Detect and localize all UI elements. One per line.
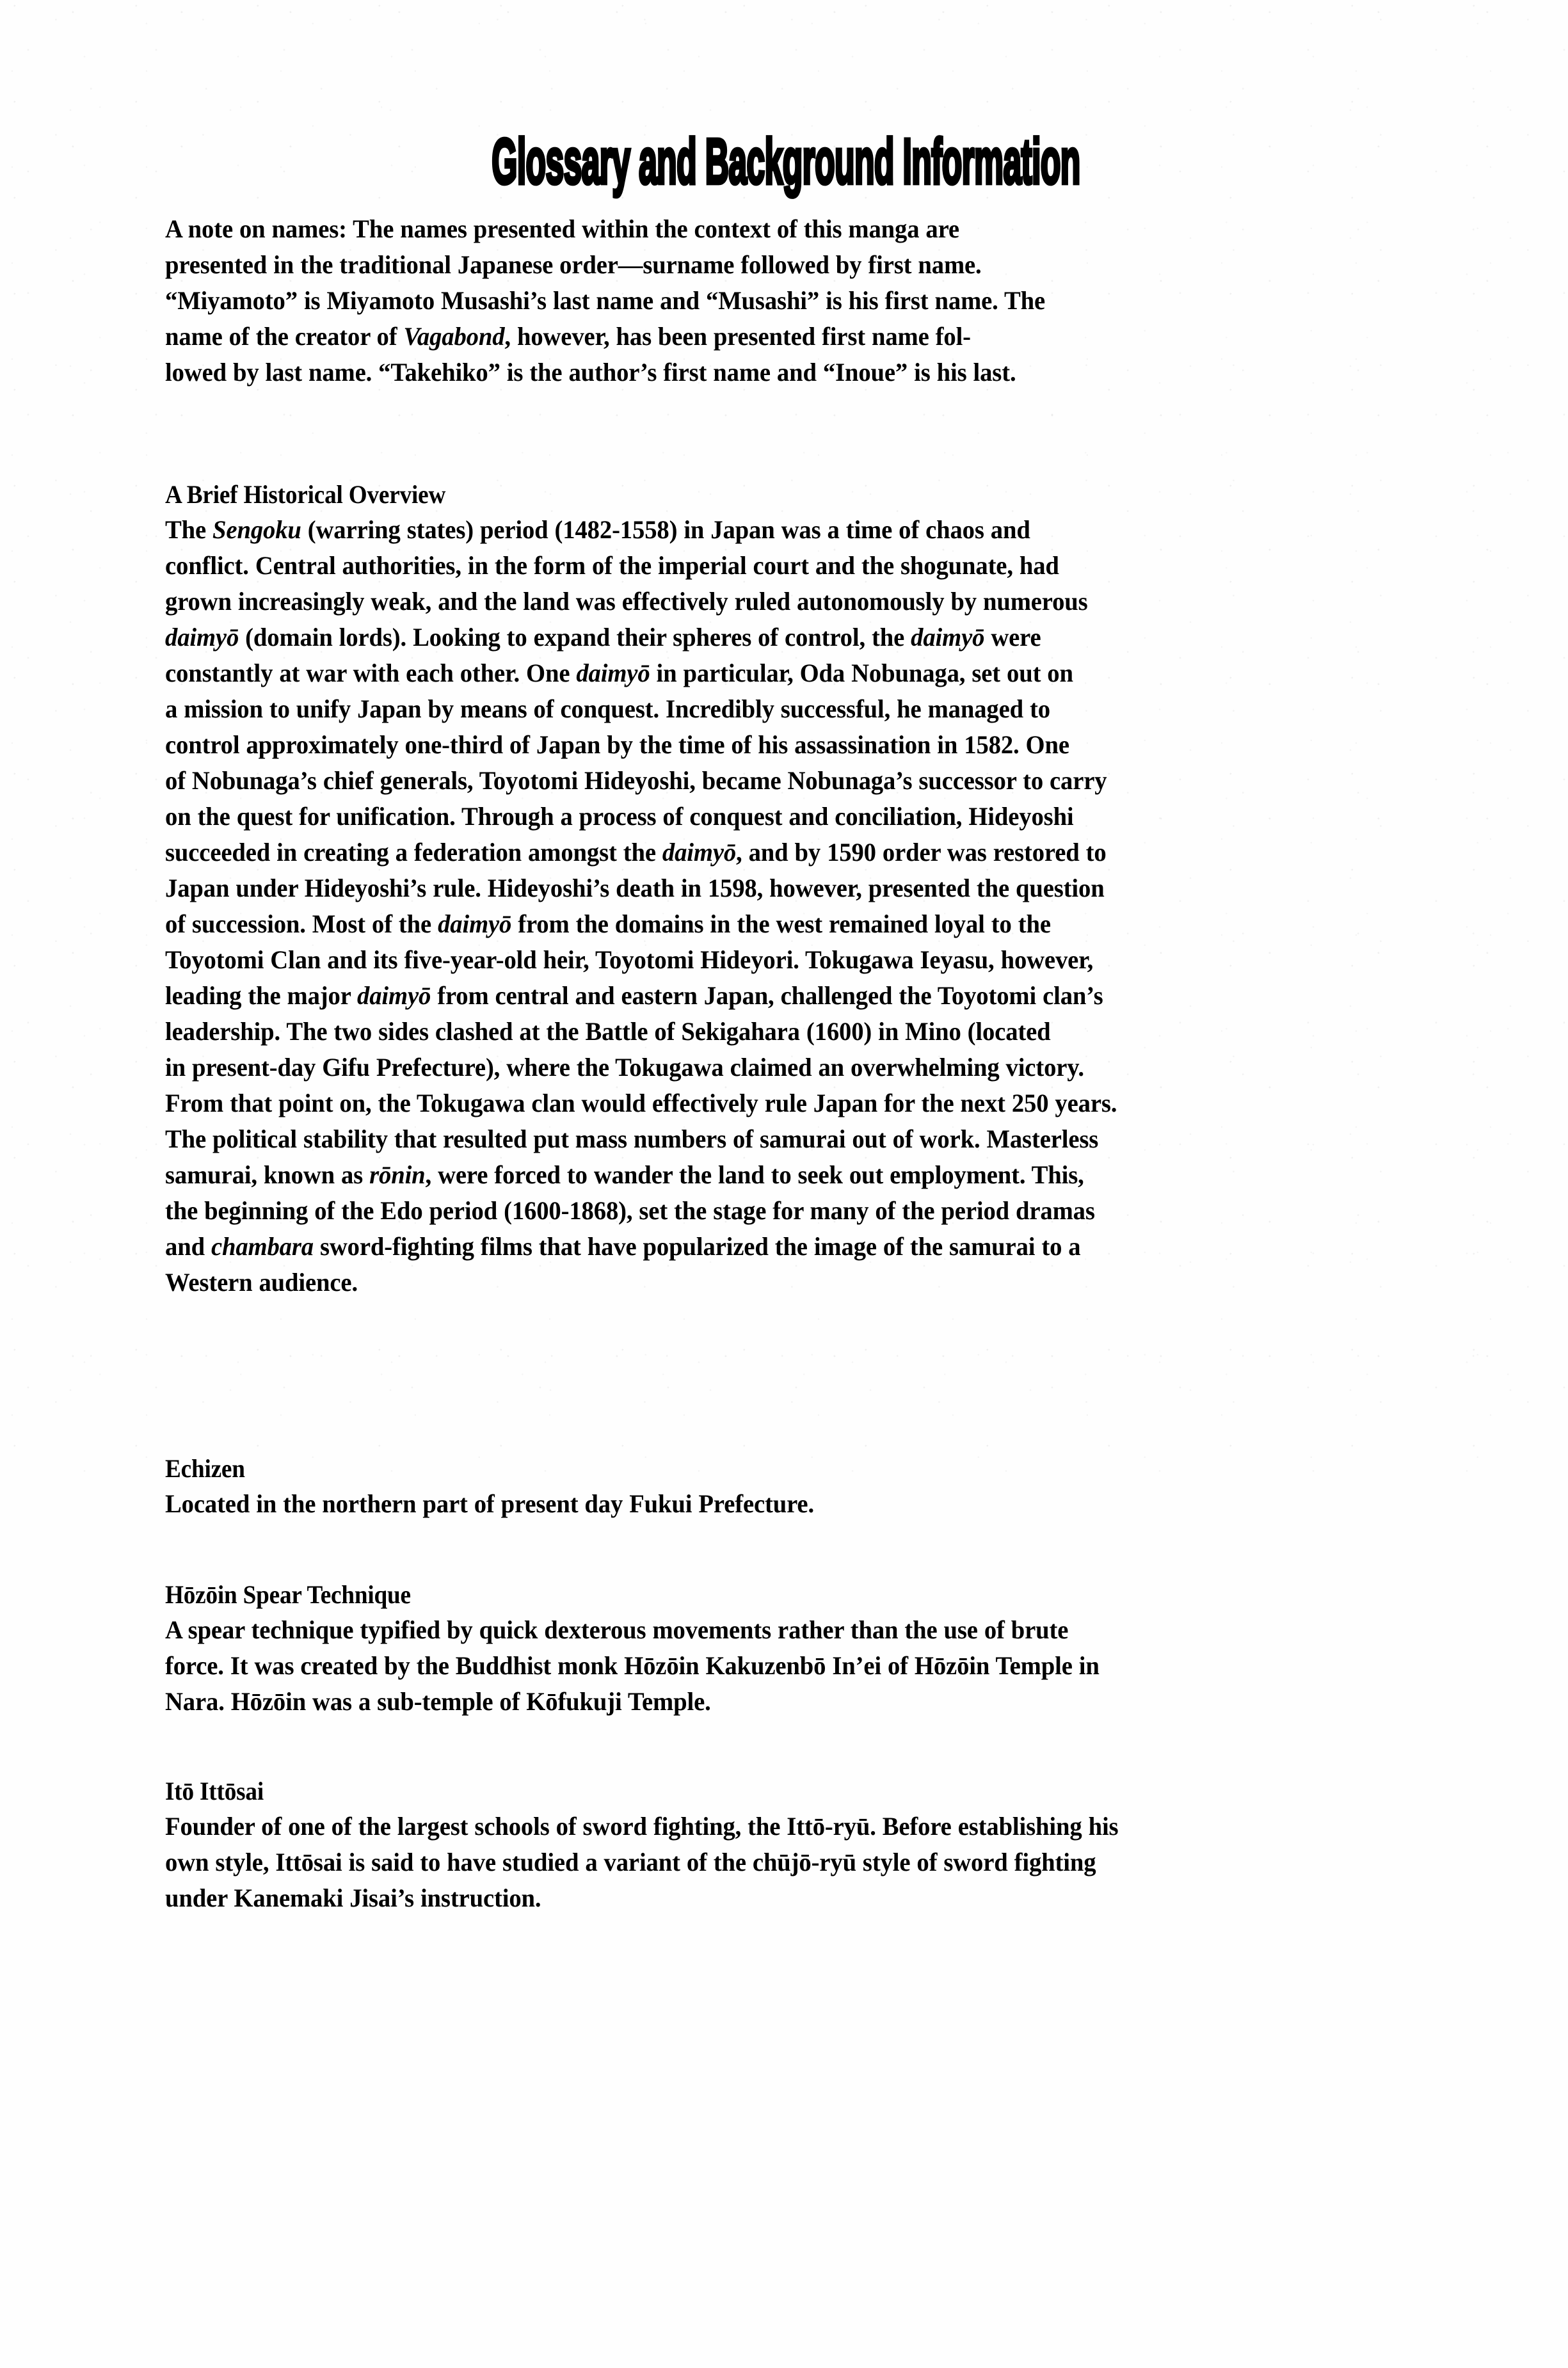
hist-line-20: the beginning of the Edo period (1600-1868), set the stage for many of the period dramas	[165, 1196, 1095, 1225]
hist-line-13: Toyotomi Clan and its five-year-old heir, Toyotomi Hideyori. Tokugawa Ieyasu, however,	[165, 945, 1094, 974]
italic-daimyo-3: daimyō	[576, 659, 650, 687]
italic-daimyo-5: daimyō	[438, 909, 512, 938]
note-line-1	[165, 211, 1045, 247]
ito-line-1: Founder of one of the largest schools of sword fighting, the Ittō-ryū. Before establishing his	[165, 1812, 1119, 1841]
hist-line-4: daimyō (domain lords). Looking to expand their spheres of control, the daimyō were	[165, 623, 1041, 652]
hist-line-21: and chambara sword-fighting films that have popularized the image of the samurai to a	[165, 1232, 1081, 1261]
hist-line-17: From that point on, the Tokugawa clan would effectively rule Japan for the next 250 years.	[165, 1089, 1117, 1117]
italic-daimyo-6: daimyō	[357, 981, 431, 1010]
ito-line-3: under Kanemaki Jisai’s instruction.	[165, 1884, 541, 1912]
section-note-on-names	[165, 211, 1045, 390]
note-line-5: lowed by last name. “Takehiko” is the author’s first name and “Inoue” is his last.	[165, 358, 1016, 387]
italic-vagabond: Vagabond	[403, 322, 505, 351]
hozoin-line-2: force. It was created by the Buddhist monk Hōzōin Kakuzenbō In’ei of Hōzōin Temple in	[165, 1651, 1100, 1680]
section-heading-ito-ittosai: Itō Ittōsai	[165, 1777, 264, 1805]
hist-line-10: succeeded in creating a federation amongst the daimyō, and by 1590 order was restored to	[165, 838, 1107, 867]
ito-line-2: own style, Ittōsai is said to have studied a variant of the chūjō-ryū style of sword fighting	[165, 1848, 1096, 1876]
hist-line-19: samurai, known as rōnin, were forced to wander the land to seek out employment. This,	[165, 1160, 1084, 1189]
hist-line-8: of Nobunaga’s chief generals, Toyotomi Hideyoshi, became Nobunaga’s successor to carry	[165, 766, 1107, 795]
italic-sengoku: Sengoku	[212, 515, 301, 544]
note-line-1-text: The names presented within the context of this manga are	[353, 214, 959, 243]
section-heading-brief-historical-overview: A Brief Historical Overview	[165, 480, 446, 509]
echizen-line-1: Located in the northern part of present day Fukui Prefecture.	[165, 1489, 814, 1518]
hozoin-line-3: Nara. Hōzōin was a sub-temple of Kōfukuji Temple.	[165, 1687, 711, 1716]
page-title: Glossary and Background Information	[492, 126, 1080, 198]
italic-daimyo-1: daimyō	[165, 623, 239, 652]
italic-ronin: rōnin	[369, 1160, 426, 1189]
hist-line-3: grown increasingly weak, and the land was effectively ruled autonomously by numerous	[165, 587, 1088, 616]
hozoin-line-1: A spear technique typified by quick dexterous movements rather than the use of brute	[165, 1615, 1069, 1644]
page-content	[165, 0, 1407, 1912]
hist-line-6: a mission to unify Japan by means of conquest. Incredibly successful, he managed to	[165, 694, 1050, 723]
hist-line-1: The Sengoku (warring states) period (1482-1558) in Japan was a time of chaos and	[165, 515, 1030, 544]
note-lead-label: A note on names:	[165, 214, 347, 243]
hist-line-7: control approximately one-third of Japan by the time of his assassination in 1582. One	[165, 730, 1069, 759]
hist-line-2: conflict. Central authorities, in the form of the imperial court and the shogunate, had	[165, 551, 1059, 580]
italic-daimyo-4: daimyō	[662, 838, 737, 867]
italic-daimyo-2: daimyō	[911, 623, 985, 652]
section-ito-ittosai	[165, 1809, 1118, 1916]
note-line-2: presented in the traditional Japanese order—surname followed by first name.	[165, 250, 982, 279]
hist-line-18: The political stability that resulted put mass numbers of samurai out of work. Masterless	[165, 1124, 1099, 1153]
section-echizen	[165, 1486, 814, 1522]
note-line-3: “Miyamoto” is Miyamoto Musashi’s last name and “Musashi” is his first name. The	[165, 286, 1046, 315]
hist-line-22: Western audience.	[165, 1268, 358, 1297]
hist-line-16: in present-day Gifu Prefecture), where the Tokugawa claimed an overwhelming victory.	[165, 1053, 1084, 1082]
hist-line-14: leading the major daimyō from central and eastern Japan, challenged the Toyotomi clan’s	[165, 981, 1103, 1010]
hist-line-11: Japan under Hideyoshi’s rule. Hideyoshi’s death in 1598, however, presented the question	[165, 874, 1105, 902]
section-hozoin-spear-technique	[165, 1612, 1100, 1720]
hist-line-12: of succession. Most of the daimyō from the domains in the west remained loyal to the	[165, 909, 1051, 938]
italic-chambara: chambara	[211, 1232, 314, 1261]
note-line-4: name of the creator of Vagabond, however, has been presented first name fol-	[165, 322, 971, 351]
section-heading-hozoin-spear-technique: Hōzōin Spear Technique	[165, 1580, 411, 1609]
section-heading-echizen: Echizen	[165, 1454, 245, 1483]
hist-line-9: on the quest for unification. Through a process of conquest and conciliation, Hideyoshi	[165, 802, 1074, 831]
section-brief-historical-overview	[165, 512, 1117, 1300]
hist-line-15: leadership. The two sides clashed at the Battle of Sekigahara (1600) in Mino (located	[165, 1017, 1051, 1046]
hist-line-5: constantly at war with each other. One daimyō in particular, Oda Nobunaga, set out on	[165, 659, 1073, 687]
